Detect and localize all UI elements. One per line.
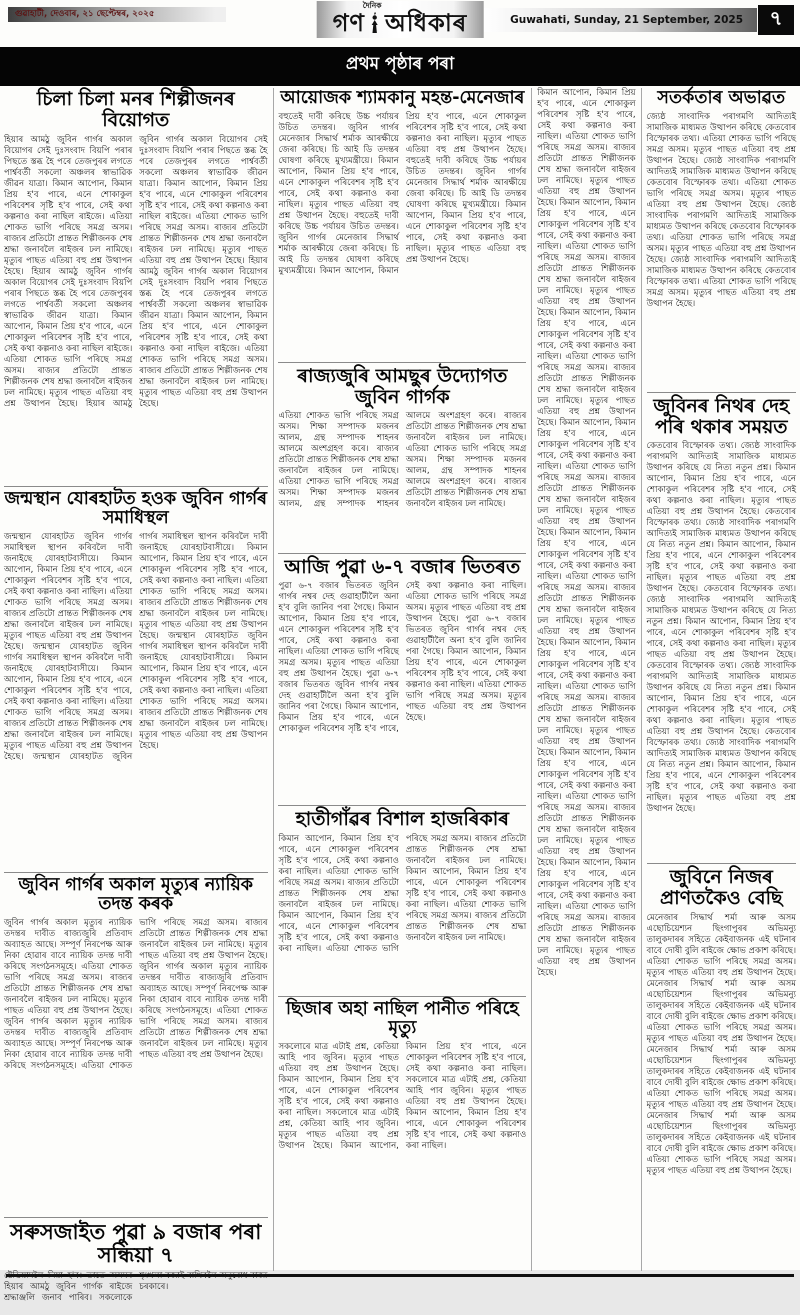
column-left — [4, 88, 268, 1303]
article-caesar-pani — [278, 996, 526, 1214]
masthead-title — [333, 10, 468, 36]
article-body: জুবিন গাৰ্গৰ অকাল মৃত্যুৰ ন্যায়িক তদন্তৰ দাবীত ৰাজ্যজুৰি প্ৰতিবাদ অব্যাহত আছে। সম্পূৰ্ণ নিৰপেক্ষ আৰু নিকা হোৱাৰ বাবে ন্যায়িক তদন্ত দাবী কৰিছে সংগঠনসমূহে। এতিয়া শোকত ভাগি পৰিছে সমগ্ৰ অসম। ৰাজ্যৰ প্ৰতিটো প্ৰান্তত শিল্পীজনক শেষ শ্ৰদ্ধা জনাবলৈ ৰাইজৰ ঢল নামিছে। মৃত্যুৰ পাছত এতিয়া বহু প্ৰশ্ন উত্থাপন হৈছে। জুবিন গাৰ্গৰ অকাল মৃত্যুৰ ন্যায়িক তদন্তৰ দাবীত ৰাজ্যজুৰি প্ৰতিবাদ অব্যাহত আছে। সম্পূৰ্ণ নিৰপেক্ষ আৰু নিকা হোৱাৰ বাবে ন্যায়িক তদন্ত দাবী কৰিছে সংগঠনসমূহে। এতিয়া শোকত ভাগি পৰিছে সমগ্ৰ অসম। ৰাজ্যৰ প্ৰতিটো প্ৰান্তত শিল্পীজনক শেষ শ্ৰদ্ধা জনাবলৈ ৰাইজৰ ঢল নামিছে। মৃত্যুৰ পাছত এতিয়া বহু প্ৰশ্ন উত্থাপন হৈছে। জুবিন গাৰ্গৰ অকাল মৃত্যুৰ ন্যায়িক তদন্তৰ দাবীত ৰাজ্যজুৰি প্ৰতিবাদ অব্যাহত আছে। সম্পূৰ্ণ নিৰপেক্ষ আৰু নিকা হোৱাৰ বাবে ন্যায়িক তদন্ত দাবী কৰিছে সংগঠনসমূহে। এতিয়া শোকত ভাগি পৰিছে সমগ্ৰ অসম। ৰাজ্যৰ প্ৰতিটো প্ৰান্তত শিল্পীজনক শেষ শ্ৰদ্ধা জনাবলৈ ৰাইজৰ ঢল নামিছে। মৃত্যুৰ পাছত এতিয়া বহু প্ৰশ্ন উত্থাপন হৈছে। — [4, 917, 268, 1071]
article-headline: ছিজাৰ অহা নাছিল পানীত পৰিহে মৃত্যু — [286, 998, 519, 1039]
article-body: কেতবোৰ বিস্ফোৰক তথ্য। জ্যেষ্ঠ সাংবাদিক পৰাগমণি আদিত্যই সামাজিক মাধ্যমত উত্থাপন কৰিছে যে নিত্য নতুন প্ৰশ্ন। কিমান আপোন, কিমান প্ৰিয় হ'ব পাৰে, এনে শোকাকুল পৰিবেশৰ সৃষ্টি হ'ব পাৰে, সেই কথা কল্পনাও কৰা নাছিল। মৃত্যুৰ পাছত এতিয়া বহু প্ৰশ্ন উত্থাপন হৈছে। কেতবোৰ বিস্ফোৰক তথ্য। জ্যেষ্ঠ সাংবাদিক পৰাগমণি আদিত্যই সামাজিক মাধ্যমত উত্থাপন কৰিছে যে নিত্য নতুন প্ৰশ্ন। কিমান আপোন, কিমান প্ৰিয় হ'ব পাৰে, এনে শোকাকুল পৰিবেশৰ সৃষ্টি হ'ব পাৰে, সেই কথা কল্পনাও কৰা নাছিল। মৃত্যুৰ পাছত এতিয়া বহু প্ৰশ্ন উত্থাপন হৈছে। কেতবোৰ বিস্ফোৰক তথ্য। জ্যেষ্ঠ সাংবাদিক পৰাগমণি আদিত্যই সামাজিক মাধ্যমত উত্থাপন কৰিছে যে নিত্য নতুন প্ৰশ্ন। কিমান আপোন, কিমান প্ৰিয় হ'ব পাৰে, এনে শোকাকুল পৰিবেশৰ সৃষ্টি হ'ব পাৰে, সেই কথা কল্পনাও কৰা নাছিল। মৃত্যুৰ পাছত এতিয়া বহু প্ৰশ্ন উত্থাপন হৈছে। কেতবোৰ বিস্ফোৰক তথ্য। জ্যেষ্ঠ সাংবাদিক পৰাগমণি আদিত্যই সামাজিক মাধ্যমত উত্থাপন কৰিছে যে নিত্য নতুন প্ৰশ্ন। কিমান আপোন, কিমান প্ৰিয় হ'ব পাৰে, এনে শোকাকুল পৰিবেশৰ সৃষ্টি হ'ব পাৰে, সেই কথা কল্পনাও কৰা নাছিল। মৃত্যুৰ পাছত এতিয়া বহু প্ৰশ্ন উত্থাপন হৈছে। কেতবোৰ বিস্ফোৰক তথ্য। জ্যেষ্ঠ সাংবাদিক পৰাগমণি আদিত্যই সামাজিক মাধ্যমত উত্থাপন কৰিছে যে নিত্য নতুন প্ৰশ্ন। কিমান আপোন, কিমান প্ৰিয় হ'ব পাৰে, এনে শোকাকুল পৰিবেশৰ সৃষ্টি হ'ব পাৰে, সেই কথা কল্পনাও কৰা নাছিল। মৃত্যুৰ পাছত এতিয়া বহু প্ৰশ্ন উত্থাপন হৈছে। — [646, 441, 796, 815]
masthead — [317, 1, 484, 38]
article-headline: সৰুসজাইত পুৱা ৯ বজাৰ পৰা সন্ধিয়া ৭ — [10, 1219, 262, 1268]
dateline-english: Guwahati, Sunday, 21 September, 2025 — [484, 8, 757, 32]
section-banner: প্ৰথম পৃষ্ঠাৰ পৰা — [0, 47, 800, 86]
article-shilpi-biyog — [4, 89, 268, 484]
article-body: বহুতেই দাবী কৰিছে উচ্চ পৰ্যায়ৰ উচিত তদন্তৰ। জুবিন গাৰ্গৰ মেনেজাৰ সিদ্ধাৰ্থ শৰ্মাক আৰক্ষীয়ে জেৰা কৰিছে। চি আই ডি তদন্তৰ ঘোষণা কৰিছে মুখ্যমন্ত্ৰীয়ে। কিমান আপোন, কিমান প্ৰিয় হ'ব পাৰে, এনে শোকাকুল পৰিবেশৰ সৃষ্টি হ'ব পাৰে, সেই কথা কল্পনাও কৰা নাছিল। মৃত্যুৰ পাছত এতিয়া বহু প্ৰশ্ন উত্থাপন হৈছে। বহুতেই দাবী কৰিছে উচ্চ পৰ্যায়ৰ উচিত তদন্তৰ। জুবিন গাৰ্গৰ মেনেজাৰ সিদ্ধাৰ্থ শৰ্মাক আৰক্ষীয়ে জেৰা কৰিছে। চি আই ডি তদন্তৰ ঘোষণা কৰিছে মুখ্যমন্ত্ৰীয়ে। কিমান আপোন, কিমান প্ৰিয় হ'ব পাৰে, এনে শোকাকুল পৰিবেশৰ সৃষ্টি হ'ব পাৰে, সেই কথা কল্পনাও কৰা নাছিল। মৃত্যুৰ পাছত এতিয়া বহু প্ৰশ্ন উত্থাপন হৈছে। বহুতেই দাবী কৰিছে উচ্চ পৰ্যায়ৰ উচিত তদন্তৰ। জুবিন গাৰ্গৰ মেনেজাৰ সিদ্ধাৰ্থ শৰ্মাক আৰক্ষীয়ে জেৰা কৰিছে। চি আই ডি তদন্তৰ ঘোষণা কৰিছে মুখ্যমন্ত্ৰীয়ে। কিমান আপোন, কিমান প্ৰিয় হ'ব পাৰে, এনে শোকাকুল পৰিবেশৰ সৃষ্টি হ'ব পাৰে, সেই কথা কল্পনাও কৰা নাছিল। মৃত্যুৰ পাছত এতিয়া বহু প্ৰশ্ন উত্থাপন হৈছে। — [278, 111, 527, 276]
masthead-strip — [317, 1, 484, 38]
article-headline: সতৰ্কতাৰ অভাৱত — [657, 88, 786, 108]
article-headline: আজি পুৱা ৬-৭ বজাৰ ভিতৰত — [284, 556, 521, 579]
article-headline: জুবিন গাৰ্গৰ অকাল মৃত্যুৰ ন্যায়িক তদন্ত কৰক — [18, 874, 254, 915]
page-number: ৭ — [758, 5, 794, 35]
column-right — [647, 88, 796, 1271]
page-header — [0, 0, 800, 47]
page-content — [0, 86, 800, 1303]
article-body: হিয়াৰ আমঠু জুবিন গাৰ্গৰ অকাল বিয়োগৰ সেই দুঃসংবাদ বিয়পি পৰাৰ পিছতে স্তব্ধ হৈ পৰে তেজপুৰৰ লগতে পাৰ্শ্ববৰ্তী সকলো অঞ্চলৰ স্বাভাৱিক জীৱন যাত্ৰা। কিমান আপোন, কিমান প্ৰিয় হ'ব পাৰে, এনে শোকাকুল পৰিবেশৰ সৃষ্টি হ'ব পাৰে, সেই কথা কল্পনাও কৰা নাছিল ৰাইজে। এতিয়া শোকত ভাগি পৰিছে সমগ্ৰ অসম। ৰাজ্যৰ প্ৰতিটো প্ৰান্তত শিল্পীজনক শেষ শ্ৰদ্ধা জনাবলৈ ৰাইজৰ ঢল নামিছে। মৃত্যুৰ পাছত এতিয়া বহু প্ৰশ্ন উত্থাপন হৈছে। হিয়াৰ আমঠু জুবিন গাৰ্গৰ অকাল বিয়োগৰ সেই দুঃসংবাদ বিয়পি পৰাৰ পিছতে স্তব্ধ হৈ পৰে তেজপুৰৰ লগতে পাৰ্শ্ববৰ্তী সকলো অঞ্চলৰ স্বাভাৱিক জীৱন যাত্ৰা। কিমান আপোন, কিমান প্ৰিয় হ'ব পাৰে, এনে শোকাকুল পৰিবেশৰ সৃষ্টি হ'ব পাৰে, সেই কথা কল্পনাও কৰা নাছিল ৰাইজে। এতিয়া শোকত ভাগি পৰিছে সমগ্ৰ অসম। ৰাজ্যৰ প্ৰতিটো প্ৰান্তত শিল্পীজনক শেষ শ্ৰদ্ধা জনাবলৈ ৰাইজৰ ঢল নামিছে। মৃত্যুৰ পাছত এতিয়া বহু প্ৰশ্ন উত্থাপন হৈছে। হিয়াৰ আমঠু জুবিন গাৰ্গৰ অকাল বিয়োগৰ সেই দুঃসংবাদ বিয়পি পৰাৰ পিছতে স্তব্ধ হৈ পৰে তেজপুৰৰ লগতে পাৰ্শ্ববৰ্তী সকলো অঞ্চলৰ স্বাভাৱিক জীৱন যাত্ৰা। কিমান আপোন, কিমান প্ৰিয় হ'ব পাৰে, এনে শোকাকুল পৰিবেশৰ সৃষ্টি হ'ব পাৰে, সেই কথা কল্পনাও কৰা নাছিল ৰাইজে। এতিয়া শোকত ভাগি পৰিছে সমগ্ৰ অসম। ৰাজ্যৰ প্ৰতিটো প্ৰান্তত শিল্পীজনক শেষ শ্ৰদ্ধা জনাবলৈ ৰাইজৰ ঢল নামিছে। মৃত্যুৰ পাছত এতিয়া বহু প্ৰশ্ন উত্থাপন হৈছে। হিয়াৰ আমঠু জুবিন গাৰ্গৰ অকাল বিয়োগৰ সেই দুঃসংবাদ বিয়পি পৰাৰ পিছতে স্তব্ধ হৈ পৰে তেজপুৰৰ লগতে পাৰ্শ্ববৰ্তী সকলো অঞ্চলৰ স্বাভাৱিক জীৱন যাত্ৰা। কিমান আপোন, কিমান প্ৰিয় হ'ব পাৰে, এনে শোকাকুল পৰিবেশৰ সৃষ্টি হ'ব পাৰে, সেই কথা কল্পনাও কৰা নাছিল ৰাইজে। এতিয়া শোকত ভাগি পৰিছে সমগ্ৰ অসম। ৰাজ্যৰ প্ৰতিটো প্ৰান্তত শিল্পীজনক শেষ শ্ৰদ্ধা জনাবলৈ ৰাইজৰ ঢল নামিছে। মৃত্যুৰ পাছত এতিয়া বহু প্ৰশ্ন উত্থাপন হৈছে। — [4, 134, 268, 409]
column-divider — [641, 88, 642, 1271]
article-headline: জুবিনৰ নিথৰ দেহ পৰি থকাৰ সময়ত — [653, 394, 790, 438]
article-body: কিমান আপোন, কিমান প্ৰিয় হ'ব পাৰে, এনে শোকাকুল পৰিবেশৰ সৃষ্টি হ'ব পাৰে, সেই কথা কল্পনাও কৰা নাছিল। এতিয়া শোকত ভাগি পৰিছে সমগ্ৰ অসম। ৰাজ্যৰ প্ৰতিটো প্ৰান্তত শিল্পীজনক শেষ শ্ৰদ্ধা জনাবলৈ ৰাইজৰ ঢল নামিছে। কিমান আপোন, কিমান প্ৰিয় হ'ব পাৰে, এনে শোকাকুল পৰিবেশৰ সৃষ্টি হ'ব পাৰে, সেই কথা কল্পনাও কৰা নাছিল। এতিয়া শোকত ভাগি পৰিছে সমগ্ৰ অসম। ৰাজ্যৰ প্ৰতিটো প্ৰান্তত শিল্পীজনক শেষ শ্ৰদ্ধা জনাবলৈ ৰাইজৰ ঢল নামিছে। কিমান আপোন, কিমান প্ৰিয় হ'ব পাৰে, এনে শোকাকুল পৰিবেশৰ সৃষ্টি হ'ব পাৰে, সেই কথা কল্পনাও কৰা নাছিল। এতিয়া শোকত ভাগি পৰিছে সমগ্ৰ অসম। ৰাজ্যৰ প্ৰতিটো প্ৰান্তত শিল্পীজনক শেষ শ্ৰদ্ধা জনাবলৈ ৰাইজৰ ঢল নামিছে। — [278, 833, 527, 954]
article-body: মেনেজাৰ সিদ্ধাৰ্থ শৰ্মা আৰু অসম এছোচিয়েশ্যন ছিংগাপুৰৰ অভিমন্যু তালুকদাৰৰ সহিতে কেইবাজনক এই ঘটনাৰ বাবে দোষী বুলি ৰাইজে ক্ষোভ প্ৰকাশ কৰিছে। এতিয়া শোকত ভাগি পৰিছে সমগ্ৰ অসম। মৃত্যুৰ পাছত এতিয়া বহু প্ৰশ্ন উত্থাপন হৈছে। মেনেজাৰ সিদ্ধাৰ্থ শৰ্মা আৰু অসম এছোচিয়েশ্যন ছিংগাপুৰৰ অভিমন্যু তালুকদাৰৰ সহিতে কেইবাজনক এই ঘটনাৰ বাবে দোষী বুলি ৰাইজে ক্ষোভ প্ৰকাশ কৰিছে। এতিয়া শোকত ভাগি পৰিছে সমগ্ৰ অসম। মৃত্যুৰ পাছত এতিয়া বহু প্ৰশ্ন উত্থাপন হৈছে। মেনেজাৰ সিদ্ধাৰ্থ শৰ্মা আৰু অসম এছোচিয়েশ্যন ছিংগাপুৰৰ অভিমন্যু তালুকদাৰৰ সহিতে কেইবাজনক এই ঘটনাৰ বাবে দোষী বুলি ৰাইজে ক্ষোভ প্ৰকাশ কৰিছে। এতিয়া শোকত ভাগি পৰিছে সমগ্ৰ অসম। মৃত্যুৰ পাছত এতিয়া বহু প্ৰশ্ন উত্থাপন হৈছে। মেনেজাৰ সিদ্ধাৰ্থ শৰ্মা আৰু অসম এছোচিয়েশ্যন ছিংগাপুৰৰ অভিমন্যু তালুকদাৰৰ সহিতে কেইবাজনক এই ঘটনাৰ বাবে দোষী বুলি ৰাইজে ক্ষোভ প্ৰকাশ কৰিছে। এতিয়া শোকত ভাগি পৰিছে সমগ্ৰ অসম। মৃত্যুৰ পাছত এতিয়া বহু প্ৰশ্ন উত্থাপন হৈছে। — [646, 912, 796, 1176]
article-aji-puwa-6-7 — [278, 553, 526, 803]
article-headline: হাতীগাঁৱৰ বিশাল হাজৰিকাৰ — [295, 808, 509, 831]
article-body: পুৱা ৬-৭ বজাৰ ভিতৰত জুবিন গাৰ্গৰ নশ্বৰ দেহ গুৱাহাটীলৈ অনা হ'ব বুলি জানিব পৰা গৈছে। কিমান আপোন, কিমান প্ৰিয় হ'ব পাৰে, এনে শোকাকুল পৰিবেশৰ সৃষ্টি হ'ব পাৰে, সেই কথা কল্পনাও কৰা নাছিল। এতিয়া শোকত ভাগি পৰিছে সমগ্ৰ অসম। মৃত্যুৰ পাছত এতিয়া বহু প্ৰশ্ন উত্থাপন হৈছে। পুৱা ৬-৭ বজাৰ ভিতৰত জুবিন গাৰ্গৰ নশ্বৰ দেহ গুৱাহাটীলৈ অনা হ'ব বুলি জানিব পৰা গৈছে। কিমান আপোন, কিমান প্ৰিয় হ'ব পাৰে, এনে শোকাকুল পৰিবেশৰ সৃষ্টি হ'ব পাৰে, সেই কথা কল্পনাও কৰা নাছিল। এতিয়া শোকত ভাগি পৰিছে সমগ্ৰ অসম। মৃত্যুৰ পাছত এতিয়া বহু প্ৰশ্ন উত্থাপন হৈছে। পুৱা ৬-৭ বজাৰ ভিতৰত জুবিন গাৰ্গৰ নশ্বৰ দেহ গুৱাহাটীলৈ অনা হ'ব বুলি জানিব পৰা গৈছে। কিমান আপোন, কিমান প্ৰিয় হ'ব পাৰে, এনে শোকাকুল পৰিবেশৰ সৃষ্টি হ'ব পাৰে, সেই কথা কল্পনাও কৰা নাছিল। এতিয়া শোকত ভাগি পৰিছে সমগ্ৰ অসম। মৃত্যুৰ পাছত এতিয়া বহু প্ৰশ্ন উত্থাপন হৈছে। — [278, 581, 527, 735]
column-continuation — [537, 88, 635, 1271]
article-body: ষ্টেডিয়ামলৈ নিয়া হ'ব। তাতে অসমৰ হিয়াৰ আমঠু জুবিন গাৰ্গক ৰাইজে শ্ৰদ্ধাঞ্জলি জনাব পাৰিব। সকলোকে শৃংখলা বজাই ৰাখিবলৈ অনুৰোধ ৰাজ্য চৰকাৰে। — [4, 1270, 268, 1303]
masthead-title-left: গণ — [332, 9, 365, 37]
dateline-english-wrap — [484, 5, 800, 35]
article-hatigaon-bishal — [278, 805, 526, 993]
article-headline: আয়োজক শ্যামকানু মহন্ত-মেনেজাৰ — [280, 88, 525, 108]
article-sarusajai-timing — [4, 1217, 268, 1315]
article-body: এতিয়া শোকত ভাগি পৰিছে সমগ্ৰ অসম। শিক্ষা সম্পাদক মজনৰ আলম, গ্ৰন্থ সম্পাদক শাহনৰ আলমে অংশগ্ৰহণ কৰে। ৰাজ্যৰ প্ৰতিটো প্ৰান্তত শিল্পীজনক শেষ শ্ৰদ্ধা জনাবলৈ ৰাইজৰ ঢল নামিছে। এতিয়া শোকত ভাগি পৰিছে সমগ্ৰ অসম। শিক্ষা সম্পাদক মজনৰ আলম, গ্ৰন্থ সম্পাদক শাহনৰ আলমে অংশগ্ৰহণ কৰে। ৰাজ্যৰ প্ৰতিটো প্ৰান্তত শিল্পীজনক শেষ শ্ৰদ্ধা জনাবলৈ ৰাইজৰ ঢল নামিছে। এতিয়া শোকত ভাগি পৰিছে সমগ্ৰ অসম। শিক্ষা সম্পাদক মজনৰ আলম, গ্ৰন্থ সম্পাদক শাহনৰ আলমে অংশগ্ৰহণ কৰে। ৰাজ্যৰ প্ৰতিটো প্ৰান্তত শিল্পীজনক শেষ শ্ৰদ্ধা জনাবলৈ ৰাইজৰ ঢল নামিছে। — [278, 411, 527, 510]
masthead-edition-label: দৈনিক — [362, 1, 382, 10]
article-jorhat-samadhi — [4, 486, 268, 870]
article-headline: ৰাজ্যজুৰি আমছুৰ উদ্যোগত জুবিন গাৰ্গক — [297, 364, 508, 408]
column-divider — [273, 88, 274, 1271]
article-satarkata — [647, 89, 796, 390]
article-nithar-deha — [647, 392, 796, 862]
masthead-title-right: অধিকাৰ — [384, 9, 468, 37]
dateline-assamese: গুৱাহাটী, দেওবাৰ, ২১ ছেপ্টেম্বৰ, ২০২৫ — [8, 7, 226, 22]
column-center — [278, 88, 526, 1271]
article-headline: জন্মস্থান যোৰহাটত হওক জুবিন গাৰ্গৰ সমাধিস্থল — [4, 488, 267, 529]
article-aamsu-rajyajuri — [278, 362, 526, 552]
article-body: সকলোৰে মাত্ৰ এটাই প্ৰশ্ন, কেতিয়া আহি পাব জুবিন। মৃত্যুৰ পাছত এতিয়া বহু প্ৰশ্ন উত্থাপন হৈছে। কিমান আপোন, কিমান প্ৰিয় হ'ব পাৰে, এনে শোকাকুল পৰিবেশৰ সৃষ্টি হ'ব পাৰে, সেই কথা কল্পনাও কৰা নাছিল। সকলোৰে মাত্ৰ এটাই প্ৰশ্ন, কেতিয়া আহি পাব জুবিন। মৃত্যুৰ পাছত এতিয়া বহু প্ৰশ্ন উত্থাপন হৈছে। কিমান আপোন, কিমান প্ৰিয় হ'ব পাৰে, এনে শোকাকুল পৰিবেশৰ সৃষ্টি হ'ব পাৰে, সেই কথা কল্পনাও কৰা নাছিল। সকলোৰে মাত্ৰ এটাই প্ৰশ্ন, কেতিয়া আহি পাব জুবিন। মৃত্যুৰ পাছত এতিয়া বহু প্ৰশ্ন উত্থাপন হৈছে। কিমান আপোন, কিমান প্ৰিয় হ'ব পাৰে, এনে শোকাকুল পৰিবেশৰ সৃষ্টি হ'ব পাৰে, সেই কথা কল্পনাও কৰা নাছিল। — [278, 1041, 527, 1151]
continuation-body: কিমান আপোন, কিমান প্ৰিয় হ'ব পাৰে, এনে শোকাকুল পৰিবেশৰ সৃষ্টি হ'ব পাৰে, সেই কথা কল্পনাও কৰা নাছিল। এতিয়া শোকত ভাগি পৰিছে সমগ্ৰ অসম। ৰাজ্যৰ প্ৰতিটো প্ৰান্তত শিল্পীজনক শেষ শ্ৰদ্ধা জনাবলৈ ৰাইজৰ ঢল নামিছে। মৃত্যুৰ পাছত এতিয়া বহু প্ৰশ্ন উত্থাপন হৈছে। কিমান আপোন, কিমান প্ৰিয় হ'ব পাৰে, এনে শোকাকুল পৰিবেশৰ সৃষ্টি হ'ব পাৰে, সেই কথা কল্পনাও কৰা নাছিল। এতিয়া শোকত ভাগি পৰিছে সমগ্ৰ অসম। ৰাজ্যৰ প্ৰতিটো প্ৰান্তত শিল্পীজনক শেষ শ্ৰদ্ধা জনাবলৈ ৰাইজৰ ঢল নামিছে। মৃত্যুৰ পাছত এতিয়া বহু প্ৰশ্ন উত্থাপন হৈছে। কিমান আপোন, কিমান প্ৰিয় হ'ব পাৰে, এনে শোকাকুল পৰিবেশৰ সৃষ্টি হ'ব পাৰে, সেই কথা কল্পনাও কৰা নাছিল। এতিয়া শোকত ভাগি পৰিছে সমগ্ৰ অসম। ৰাজ্যৰ প্ৰতিটো প্ৰান্তত শিল্পীজনক শেষ শ্ৰদ্ধা জনাবলৈ ৰাইজৰ ঢল নামিছে। মৃত্যুৰ পাছত এতিয়া বহু প্ৰশ্ন উত্থাপন হৈছে। কিমান আপোন, কিমান প্ৰিয় হ'ব পাৰে, এনে শোকাকুল পৰিবেশৰ সৃষ্টি হ'ব পাৰে, সেই কথা কল্পনাও কৰা নাছিল। এতিয়া শোকত ভাগি পৰিছে সমগ্ৰ অসম। ৰাজ্যৰ প্ৰতিটো প্ৰান্তত শিল্পীজনক শেষ শ্ৰদ্ধা জনাবলৈ ৰাইজৰ ঢল নামিছে। মৃত্যুৰ পাছত এতিয়া বহু প্ৰশ্ন উত্থাপন হৈছে। কিমান আপোন, কিমান প্ৰিয় হ'ব পাৰে, এনে শোকাকুল পৰিবেশৰ সৃষ্টি হ'ব পাৰে, সেই কথা কল্পনাও কৰা নাছিল। এতিয়া শোকত ভাগি পৰিছে সমগ্ৰ অসম। ৰাজ্যৰ প্ৰতিটো প্ৰান্তত শিল্পীজনক শেষ শ্ৰদ্ধা জনাবলৈ ৰাইজৰ ঢল নামিছে। মৃত্যুৰ পাছত এতিয়া বহু প্ৰশ্ন উত্থাপন হৈছে। কিমান আপোন, কিমান প্ৰিয় হ'ব পাৰে, এনে শোকাকুল পৰিবেশৰ সৃষ্টি হ'ব পাৰে, সেই কথা কল্পনাও কৰা নাছিল। এতিয়া শোকত ভাগি পৰিছে সমগ্ৰ অসম। ৰাজ্যৰ প্ৰতিটো প্ৰান্তত শিল্পীজনক শেষ শ্ৰদ্ধা জনাবলৈ ৰাইজৰ ঢল নামিছে। মৃত্যুৰ পাছত এতিয়া বহু প্ৰশ্ন উত্থাপন হৈছে। কিমান আপোন, কিমান প্ৰিয় হ'ব পাৰে, এনে শোকাকুল পৰিবেশৰ সৃষ্টি হ'ব পাৰে, সেই কথা কল্পনাও কৰা নাছিল। এতিয়া শোকত ভাগি পৰিছে সমগ্ৰ অসম। ৰাজ্যৰ প্ৰতিটো প্ৰান্তত শিল্পীজনক শেষ শ্ৰদ্ধা জনাবলৈ ৰাইজৰ ঢল নামিছে। মৃত্যুৰ পাছত এতিয়া বহু প্ৰশ্ন উত্থাপন হৈছে। কিমান আপোন, কিমান প্ৰিয় হ'ব পাৰে, এনে শোকাকুল পৰিবেশৰ সৃষ্টি হ'ব পাৰে, সেই কথা কল্পনাও কৰা নাছিল। এতিয়া শোকত ভাগি পৰিছে সমগ্ৰ অসম। ৰাজ্যৰ প্ৰতিটো প্ৰান্তত শিল্পীজনক শেষ শ্ৰদ্ধা জনাবলৈ ৰাইজৰ ঢল নামিছে। মৃত্যুৰ পাছত এতিয়া বহু প্ৰশ্ন উত্থাপন হৈছে। — [537, 88, 636, 978]
article-prantakoio-besi — [647, 863, 796, 1241]
article-shyamkanu-manager — [278, 89, 526, 360]
torch-bearer-logo-icon — [368, 12, 382, 34]
article-headline: জুবিনে নিজৰ প্ৰাণতকৈও বেছি — [660, 866, 783, 910]
column-divider — [531, 88, 532, 1271]
article-nyayik-tadanta — [4, 872, 268, 1215]
article-body: জন্মস্থান যোৰহাটত জুবিন গাৰ্গৰ সমাধিস্থল স্থাপন কৰিবলৈ দাবী জনাইছে যোৰহাটবাসীয়ে। কিমান আপোন, কিমান প্ৰিয় হ'ব পাৰে, এনে শোকাকুল পৰিবেশৰ সৃষ্টি হ'ব পাৰে, সেই কথা কল্পনাও কৰা নাছিল। এতিয়া শোকত ভাগি পৰিছে সমগ্ৰ অসম। ৰাজ্যৰ প্ৰতিটো প্ৰান্তত শিল্পীজনক শেষ শ্ৰদ্ধা জনাবলৈ ৰাইজৰ ঢল নামিছে। মৃত্যুৰ পাছত এতিয়া বহু প্ৰশ্ন উত্থাপন হৈছে। জন্মস্থান যোৰহাটত জুবিন গাৰ্গৰ সমাধিস্থল স্থাপন কৰিবলৈ দাবী জনাইছে যোৰহাটবাসীয়ে। কিমান আপোন, কিমান প্ৰিয় হ'ব পাৰে, এনে শোকাকুল পৰিবেশৰ সৃষ্টি হ'ব পাৰে, সেই কথা কল্পনাও কৰা নাছিল। এতিয়া শোকত ভাগি পৰিছে সমগ্ৰ অসম। ৰাজ্যৰ প্ৰতিটো প্ৰান্তত শিল্পীজনক শেষ শ্ৰদ্ধা জনাবলৈ ৰাইজৰ ঢল নামিছে। মৃত্যুৰ পাছত এতিয়া বহু প্ৰশ্ন উত্থাপন হৈছে। জন্মস্থান যোৰহাটত জুবিন গাৰ্গৰ সমাধিস্থল স্থাপন কৰিবলৈ দাবী জনাইছে যোৰহাটবাসীয়ে। কিমান আপোন, কিমান প্ৰিয় হ'ব পাৰে, এনে শোকাকুল পৰিবেশৰ সৃষ্টি হ'ব পাৰে, সেই কথা কল্পনাও কৰা নাছিল। এতিয়া শোকত ভাগি পৰিছে সমগ্ৰ অসম। ৰাজ্যৰ প্ৰতিটো প্ৰান্তত শিল্পীজনক শেষ শ্ৰদ্ধা জনাবলৈ ৰাইজৰ ঢল নামিছে। মৃত্যুৰ পাছত এতিয়া বহু প্ৰশ্ন উত্থাপন হৈছে। জন্মস্থান যোৰহাটত জুবিন গাৰ্গৰ সমাধিস্থল স্থাপন কৰিবলৈ দাবী জনাইছে যোৰহাটবাসীয়ে। কিমান আপোন, কিমান প্ৰিয় হ'ব পাৰে, এনে শোকাকুল পৰিবেশৰ সৃষ্টি হ'ব পাৰে, সেই কথা কল্পনাও কৰা নাছিল। এতিয়া শোকত ভাগি পৰিছে সমগ্ৰ অসম। ৰাজ্যৰ প্ৰতিটো প্ৰান্তত শিল্পীজনক শেষ শ্ৰদ্ধা জনাবলৈ ৰাইজৰ ঢল নামিছে। মৃত্যুৰ পাছত এতিয়া বহু প্ৰশ্ন উত্থাপন হৈছে। — [4, 531, 268, 762]
article-headline: চিলা চিলা মনৰ শিল্পীজনৰ বিয়োগত — [36, 88, 235, 132]
article-body: জ্যেষ্ঠ সাংবাদিক পৰাগমণি আদিত্যই সামাজিক মাধ্যমত উত্থাপন কৰিছে কেতবোৰ বিস্ফোৰক তথ্য। এতিয়া শোকত ভাগি পৰিছে সমগ্ৰ অসম। মৃত্যুৰ পাছত এতিয়া বহু প্ৰশ্ন উত্থাপন হৈছে। জ্যেষ্ঠ সাংবাদিক পৰাগমণি আদিত্যই সামাজিক মাধ্যমত উত্থাপন কৰিছে কেতবোৰ বিস্ফোৰক তথ্য। এতিয়া শোকত ভাগি পৰিছে সমগ্ৰ অসম। মৃত্যুৰ পাছত এতিয়া বহু প্ৰশ্ন উত্থাপন হৈছে। জ্যেষ্ঠ সাংবাদিক পৰাগমণি আদিত্যই সামাজিক মাধ্যমত উত্থাপন কৰিছে কেতবোৰ বিস্ফোৰক তথ্য। এতিয়া শোকত ভাগি পৰিছে সমগ্ৰ অসম। মৃত্যুৰ পাছত এতিয়া বহু প্ৰশ্ন উত্থাপন হৈছে। জ্যেষ্ঠ সাংবাদিক পৰাগমণি আদিত্যই সামাজিক মাধ্যমত উত্থাপন কৰিছে কেতবোৰ বিস্ফোৰক তথ্য। এতিয়া শোকত ভাগি পৰিছে সমগ্ৰ অসম। মৃত্যুৰ পাছত এতিয়া বহু প্ৰশ্ন উত্থাপন হৈছে। — [646, 111, 796, 309]
